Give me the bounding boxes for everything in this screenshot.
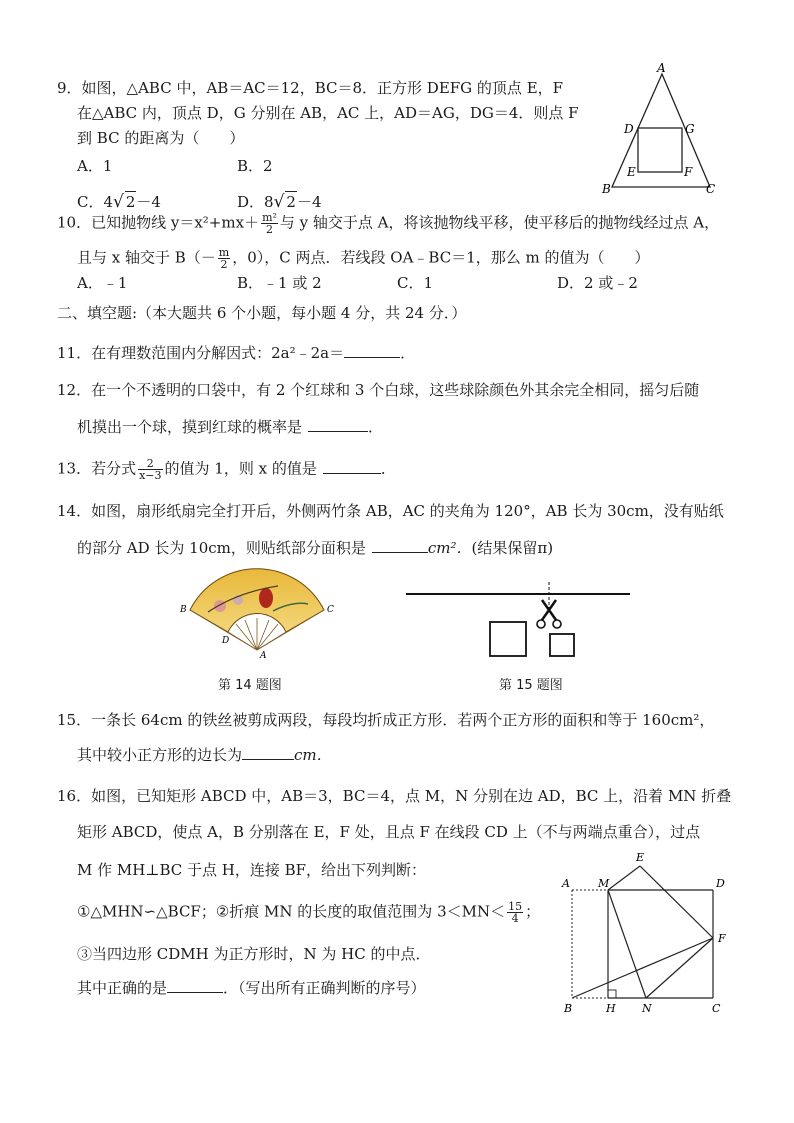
fig16-label-c: C <box>712 1002 721 1015</box>
label-b: B <box>602 182 611 196</box>
label-a: A <box>657 62 666 75</box>
q16-line6: 其中正确的是 ．（写出所有正确判断的序号） <box>77 979 426 997</box>
q15-wire-figure <box>402 578 634 662</box>
q9-option-b: B．2 <box>237 157 273 175</box>
fig16-label-m: M <box>598 877 610 890</box>
q11: 11．在有理数范围内分解因式：2a²﹣2a＝ ． <box>57 344 416 362</box>
q10-option-d: D．2 或﹣2 <box>557 274 638 292</box>
q16-rectangle-figure <box>558 848 738 1018</box>
q9-line1: 9．如图，△ABC 中，AB＝AC＝12，BC＝8．正方形 DEFG 的顶点 E，F <box>57 79 564 97</box>
q14-fan-figure <box>178 566 338 660</box>
q16-line4: ①△MHN∽△BCF；②折痕 MN 的长度的取值范围为 3＜MN＜ $\frac{15}{4}$ ； <box>77 900 541 925</box>
section-heading: 二、填空题:（本大题共 6 个小题，每小题 4 分，共 24 分．） <box>57 304 467 322</box>
q10-option-b: B．﹣1 或 2 <box>237 274 322 292</box>
bird-decoration <box>259 588 273 608</box>
fig16-label-n: N <box>642 1002 652 1015</box>
fig16-label-a: A <box>562 877 570 890</box>
q16-line3: M 作 MH⊥BC 于点 H，连接 BF，给出下列判断： <box>77 861 427 879</box>
q14-line2: 的部分 AD 长为 10cm，则贴纸部分面积是 cm²．(结果保留π) <box>77 539 554 557</box>
q14-answer-blank <box>372 538 428 553</box>
fig16-label-f: F <box>718 932 726 945</box>
q10-option-c: C．1 <box>397 274 434 292</box>
caption-fig14: 第 14 题图 <box>218 678 282 693</box>
fig16-label-e: E <box>636 851 645 864</box>
q12-line2: 机摸出一个球，摸到红球的概率是 ． <box>77 418 384 436</box>
q13-answer-blank <box>323 459 381 474</box>
label-f: F <box>684 165 693 179</box>
label-e: E <box>627 165 636 179</box>
q9-option-c: C．4√ 2－4 <box>77 192 161 212</box>
q9-triangle-figure <box>600 62 725 197</box>
q14-line1: 14．如图，扇形纸扇完全打开后，外侧两竹条 AB，AC 的夹角为 120°，AB 长为 30cm，没有贴纸 <box>57 502 724 520</box>
q15-line2: 其中较小正方形的边长为 cm． <box>77 746 332 764</box>
fig16-label-b: B <box>564 1002 573 1015</box>
q9-option-d: D．8√ 2－4 <box>237 192 322 212</box>
q15-line1: 15．一条长 64cm 的铁丝被剪成两段，每段均折成正方形．若两个正方形的面积和等于 160cm²， <box>57 711 715 729</box>
q9-option-a: A．1 <box>77 157 113 175</box>
right-angle-mark <box>608 990 616 998</box>
q12-line1: 12．在一个不透明的口袋中，有 2 个红球和 3 个白球，这些球除颜色外其余完全相同，摇匀后随 <box>57 381 700 399</box>
caption-fig15: 第 15 题图 <box>499 678 563 693</box>
q10-line1: 10．已知抛物线 y＝x²+mx＋ $\frac{\text{m²}}{2}$ 与 y 轴交于点 A，将该抛物线平移，使平移后的抛物线经过点 A， <box>57 211 720 236</box>
fig16-label-d: D <box>716 877 725 890</box>
fan-label-a: A <box>260 651 267 660</box>
square-defg <box>638 128 682 172</box>
label-c: C <box>706 182 716 196</box>
fig16-label-h: H <box>606 1002 616 1015</box>
q16-line1: 16．如图，已知矩形 ABCD 中，AB＝3，BC＝4，点 M，N 分别在边 AD，BC 上，沿着 MN 折叠 <box>57 787 732 805</box>
q10-option-a: A．﹣1 <box>77 274 128 292</box>
q15-answer-blank <box>242 745 294 760</box>
q10-line2: 且与 x 轴交于 B（－ $\frac{m}{2}$ ，0），C 两点．若线段 OA﹣BC＝1，那么 m 的值为（ ） <box>77 246 650 271</box>
fan-label-c: C <box>327 605 334 615</box>
fan-label-d: D <box>222 636 230 646</box>
q12-answer-blank <box>308 417 368 432</box>
large-square <box>490 622 526 656</box>
q16-line5: ③当四边形 CDMH 为正方形时，N 为 HC 的中点． <box>77 945 431 963</box>
fan-label-b: B <box>180 605 187 615</box>
q9-line2: 在△ABC 内，顶点 D，G 分别在 AB，AC 上，AD＝AG，DG＝4．则点 F <box>77 104 579 122</box>
small-square <box>550 634 574 656</box>
label-d: D <box>624 122 634 136</box>
q13: 13．若分式 $\frac{2}{x-3}$ 的值为 1，则 x 的值是 ． <box>57 457 396 482</box>
label-g: G <box>685 122 695 136</box>
q16-answer-blank <box>167 978 223 993</box>
q11-answer-blank <box>344 343 400 358</box>
q16-line2: 矩形 ABCD，使点 A，B 分别落在 E，F 处，且点 F 在线段 CD 上（不与两端点重合），过点 <box>77 823 701 841</box>
q9-line3: 到 BC 的距离为（ ） <box>77 129 245 147</box>
